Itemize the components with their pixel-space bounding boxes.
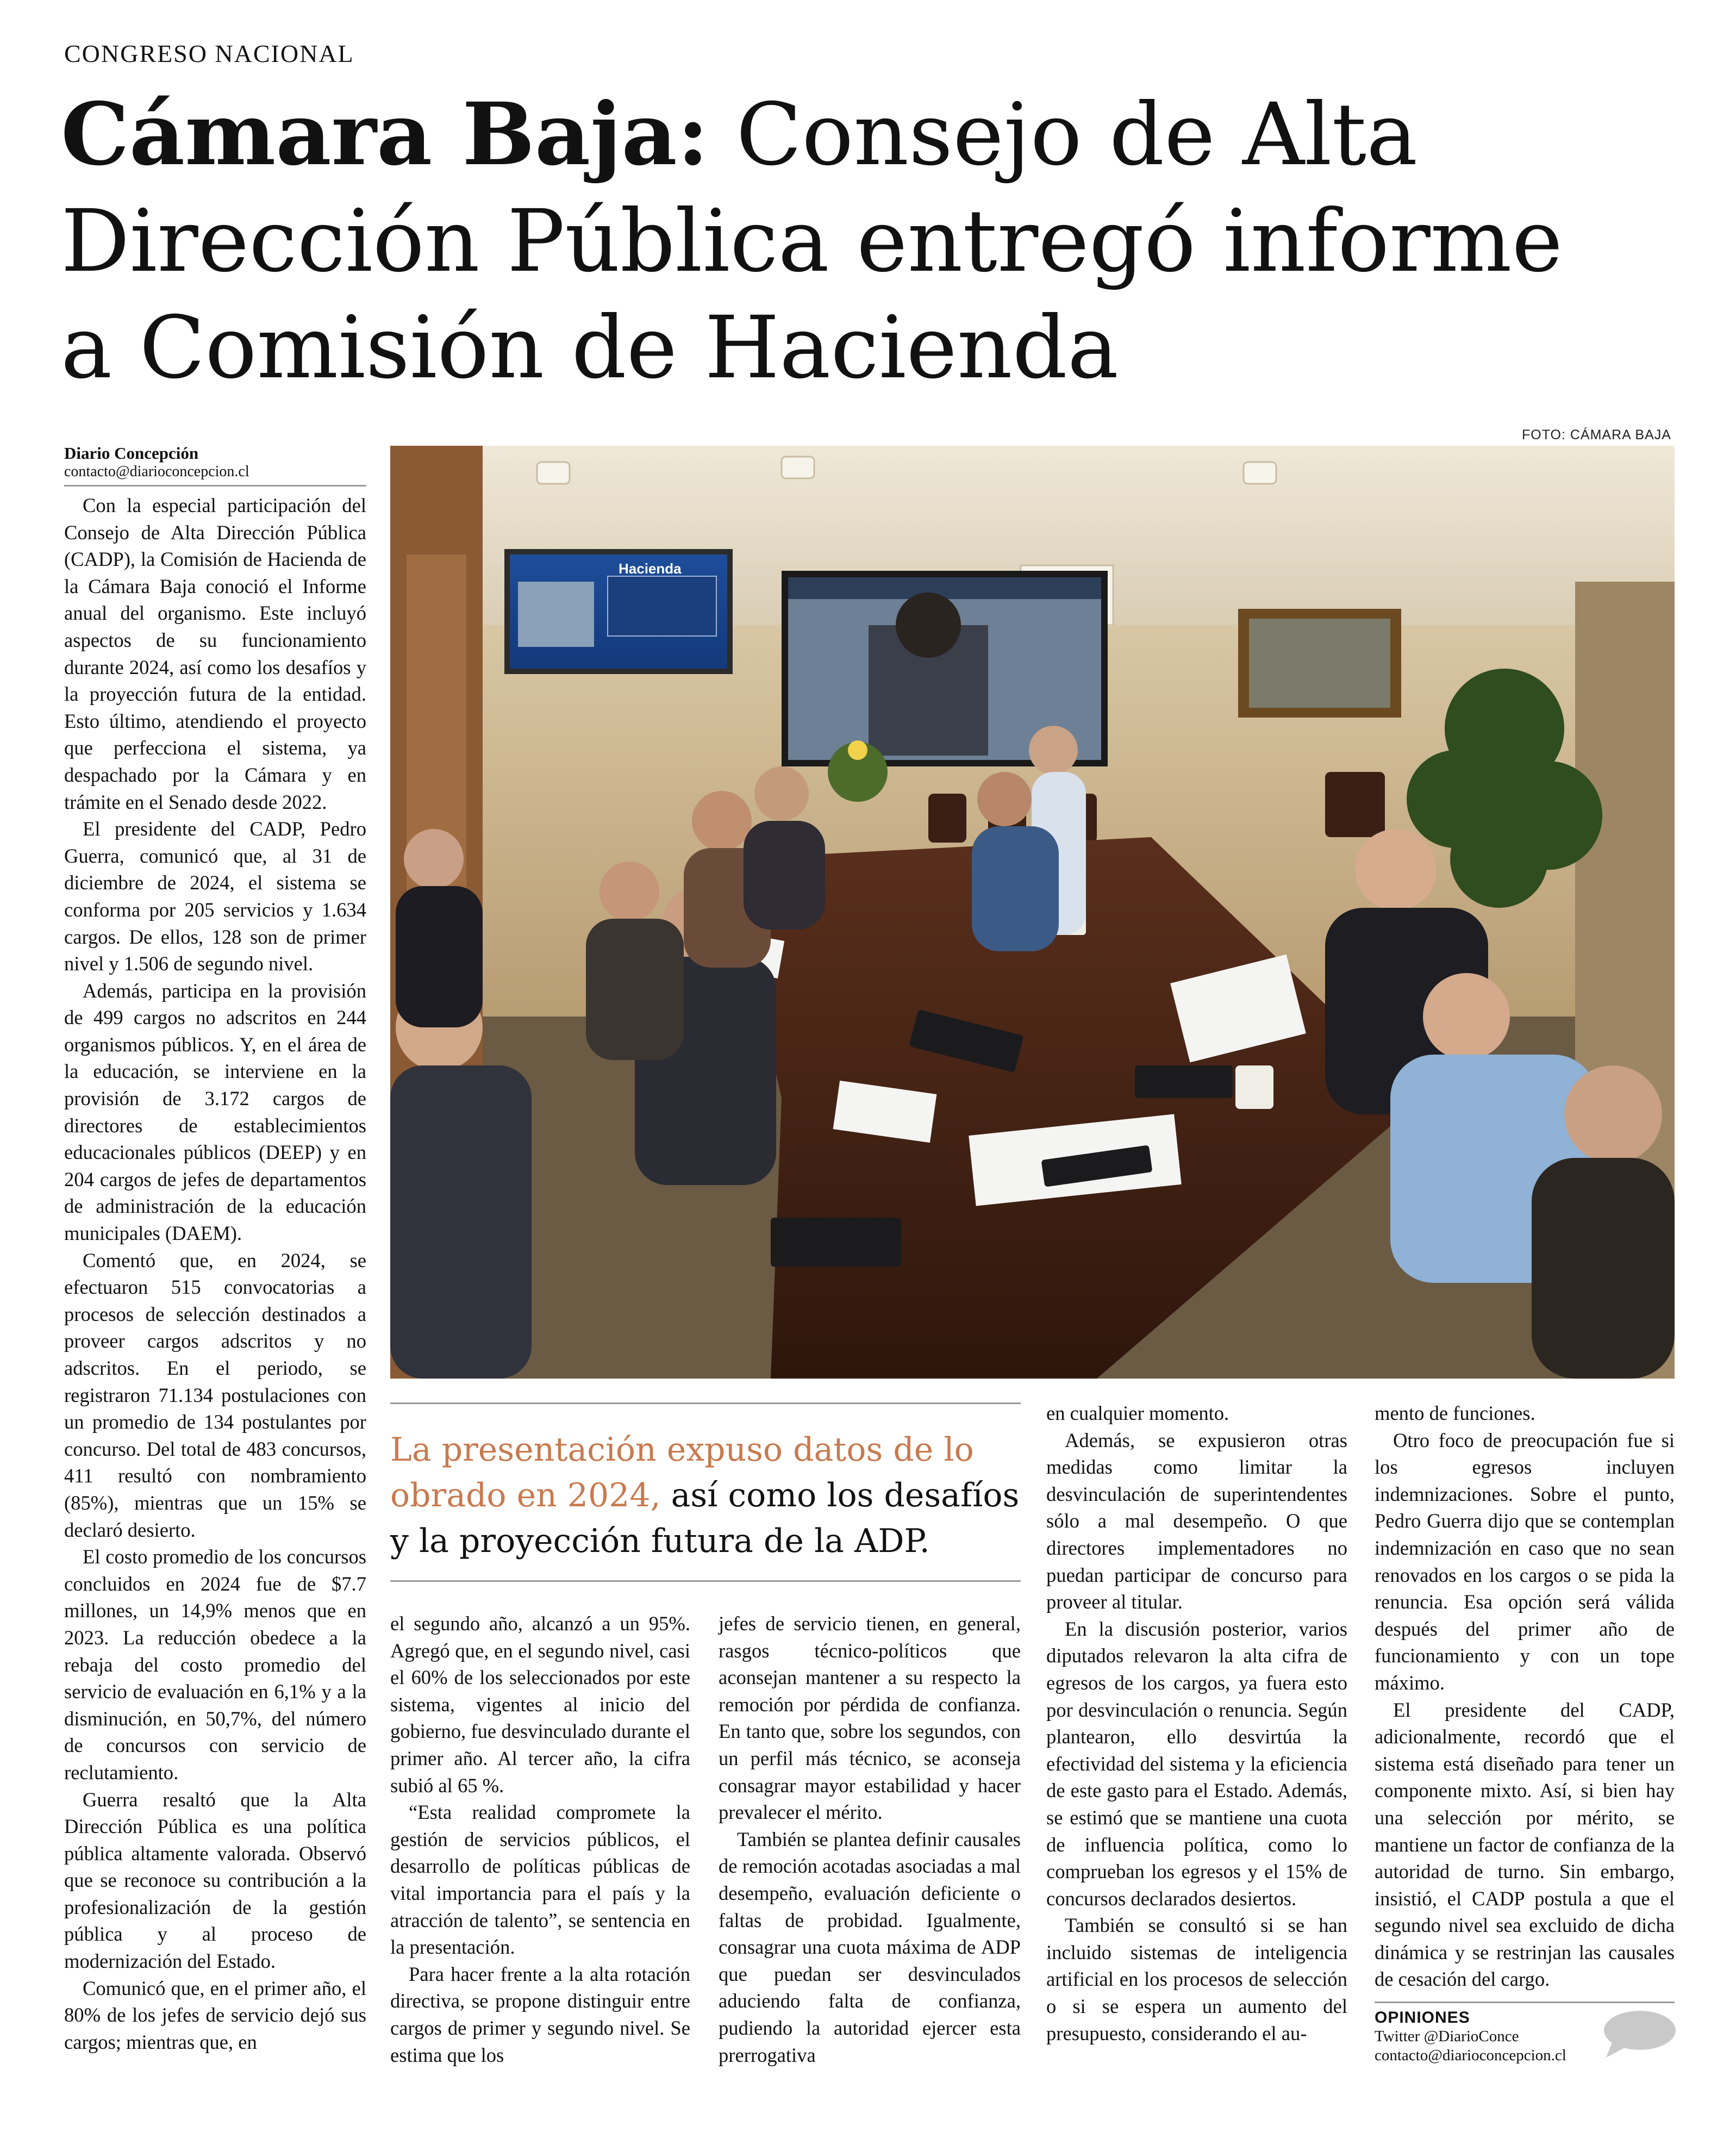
opinions-twitter: Twitter @DiarioConce xyxy=(1375,2028,1519,2045)
opinions-title: OPINIONES xyxy=(1375,2009,1470,2027)
paragraph: En la discusión posterior, varios diputados relevaron la alta cifra de egresos de los cargos, ya fuera esto por desvinculación o renuncia. Según plantearon, ello desvirtúa la efectividad del sistema y la eficiencia de este gasto para el Estado. Además, se estimó que se mantiene una cuota de influencia política, como lo comprueban los egresos y el 15% de concursos declarados desiertos. xyxy=(1046,1617,1347,1910)
paragraph: Además, participa en la provisión de 499 cargos no adscritos en 244 organismos públicos. Y, en el área de la educación, se interviene en la provisión de 3.172 cargos de directores de establecimientos educacionales públicos (DEEP) y en 204 cargos de jefes de departamentos de administración de la educación municipales (DAEM). xyxy=(64,979,366,1245)
paragraph: Comentó que, en 2024, se efectuaron 515 convocatorias a procesos de selección destinados a proveer cargos adscritos y no adscritos. En el periodo, se registraron 71.134 postulaciones con un promedio de 134 postulantes por concurso. Del total de 483 concursos, 411 resultó con nombramiento (85%), mientras que un 15% se declaró desierto. xyxy=(64,1249,366,1541)
paragraph: Comunicó que, en el primer año, el 80% de los jefes de servicio dejó sus cargos; mientras que, en xyxy=(64,1977,366,2053)
paragraph: El presidente del CADP, Pedro Guerra, comunicó que, al 31 de diciembre de 2024, el sistema se conforma por 205 servicios y 1.634 cargos. De ellos, 128 son de primer nivel y 1.506 de segundo nivel. xyxy=(64,818,366,975)
article-column-2 xyxy=(390,1610,690,2068)
byline-name: Diario Concepción xyxy=(64,444,199,463)
pull-quote-rest: así como los desafíos y la proyección futura de la ADP. xyxy=(390,1476,1020,1560)
meeting-photo xyxy=(390,446,1675,1379)
article-column-4 xyxy=(1046,1400,1347,2047)
paragraph: jefes de servicio tienen, en general, rasgos técnico-políticos que aconsejan mantener a su respecto la remoción por pérdida de confianza. En tanto que, sobre los segundos, con un perfil más técnico, se aconseja consagrar mayor estabilidad y hacer prevalecer el mérito. xyxy=(719,1612,1021,1824)
speech-bubble-icon xyxy=(1601,2009,1677,2059)
article-column-5 xyxy=(1375,1400,1675,1993)
photo-credit: FOTO: CÁMARA BAJA xyxy=(1522,427,1671,442)
paragraph: en cualquier momento. xyxy=(1046,1402,1229,1424)
headline-lead: Cámara Baja: xyxy=(61,84,709,185)
headline-line3: a Comisión de Hacienda xyxy=(61,298,1119,398)
headline-line1: Consejo de Alta xyxy=(736,85,1418,185)
paragraph: Guerra resaltó que la Alta Dirección Pública es una política pública altamente valorada. Observó que se reconoce su contribución a la profesionalización de la gestión pública y al proceso de modernización del Estado. xyxy=(64,1788,366,1973)
paragraph: “Esta realidad compromete la gestión de servicios públicos, el desarrollo de políticas públicas de vital importancia para el país y la atracción de talento”, se sentencia en la presentación. xyxy=(390,1801,690,1959)
section-label: CONGRESO NACIONAL xyxy=(64,40,354,67)
paragraph: mento de funciones. xyxy=(1375,1402,1535,1424)
pull-quote-lead: La presentación expuso datos de lo obrado en 2024, xyxy=(390,1431,974,1514)
headline-line2: Dirección Pública entregó informe xyxy=(61,191,1563,291)
paragraph: También se consultó si se han incluido sistemas de inteligencia artificial en los procesos de selección o si se espera un aumento del presupuesto, considerando el au- xyxy=(1046,1914,1347,2044)
paragraph: Además, se expusieron otras medidas como limitar la desvinculación de superintendentes sólo a mal desempeño. O que directores implementadores no puedan participar de concurso para proveer al titular. xyxy=(1046,1429,1347,1613)
article-column-1 xyxy=(64,492,366,2055)
screen-label: Hacienda xyxy=(619,560,682,577)
headline xyxy=(61,82,1681,401)
article-column-3 xyxy=(719,1610,1021,2068)
pull-quote xyxy=(390,1402,1021,1582)
paragraph: El presidente del CADP, adicionalmente, recordó que el sistema está diseñado para tener un componente mixto. Así, si bien hay una selección por mérito, se mantiene un factor de confianza de la autoridad de turno. Sin embargo, insistió, el CADP postula a que el segundo nivel sea excluido de dicha dinámica y se restrinjan las causales de cesación del cargo. xyxy=(1375,1698,1675,1991)
byline-email: contacto@diarioconcepcion.cl xyxy=(64,463,249,480)
paragraph: el segundo año, alcanzó a un 95%. Agregó que, en el segundo nivel, casi el 60% de los seleccionados por este sistema, vigentes al inicio del gobierno, fue desvinculado durante el primer año. Al tercer año, la cifra subió al 65 %. xyxy=(390,1612,690,1797)
paragraph: También se plantea definir causales de remoción acotadas asociadas a mal desempeño, evaluación deficiente o faltas de probidad. Igualmente, consagrar una cuota máxima de ADP que puedan ser desvinculados aduciendo falta de confianza, pudiendo la autoridad ejercer esta prerrogativa xyxy=(719,1828,1021,2066)
meeting-photo-illustration xyxy=(390,446,1675,1379)
paragraph: Otro foco de preocupación fue si los egresos incluyen indemnizaciones. Sobre el punto, Pedro Guerra dijo que se contemplan indemnización en caso que no sean renovados en los cargos o se pida la renuncia. Esa opción será válida después del primer año de funcionamiento y con un tope máximo. xyxy=(1375,1429,1675,1694)
paragraph: Para hacer frente a la alta rotación directiva, se propone distinguir entre cargos de primer y segundo nivel. Se estima que los xyxy=(390,1962,690,2066)
opinions-email: contacto@diarioconcepcion.cl xyxy=(1375,2047,1566,2064)
paragraph: Con la especial participación del Consejo de Alta Dirección Pública (CADP), la Comisión de Hacienda de la Cámara Baja conoció el Informe anual del organismo. Este incluyó aspectos de su funcionamiento durante 2024, así como los desafíos y la proyección futura de la entidad. Esto último, atendiendo el proyecto que perfecciona el sistema, ya despachado por la Cámara y en trámite en el Senado desde 2022. xyxy=(64,494,366,813)
byline xyxy=(64,444,366,487)
paragraph: El costo promedio de los concursos concluidos en 2024 fue de $7.7 millones, un 14,9% menos que en 2023. La reducción obedece a la rebaja del costo promedio del servicio de evaluación en 6,1% y a la disminución, en 50,7%, del número de concursos con servicio de reclutamiento. xyxy=(64,1545,366,1784)
